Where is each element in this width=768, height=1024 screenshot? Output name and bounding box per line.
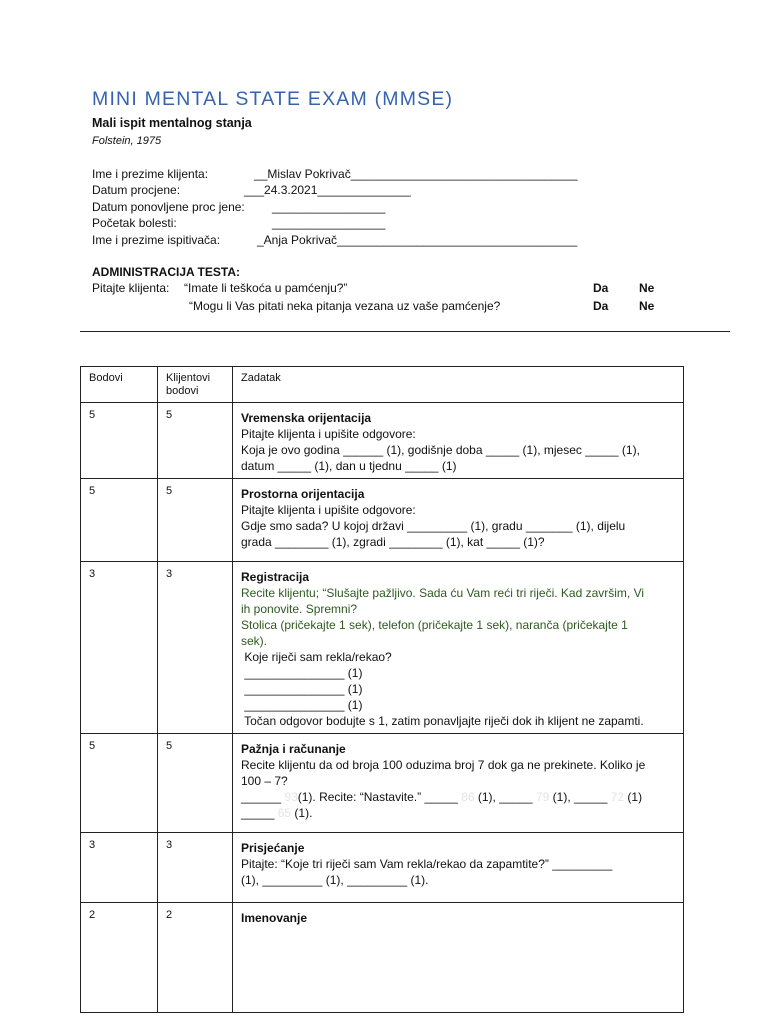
calc-blank[interactable]: ______: [241, 790, 282, 804]
calc-value: 86: [461, 790, 475, 804]
answer-no-1[interactable]: Ne: [639, 281, 655, 295]
row-points: 3: [81, 833, 158, 903]
examiner-field[interactable]: _Anja Pokrivač____________________________________: [257, 233, 578, 247]
question-memory: “Imate li teškoća u pamćenju?”: [184, 281, 348, 295]
row-points: 5: [81, 479, 158, 562]
row-client-points[interactable]: 5: [158, 479, 233, 562]
answer-blank[interactable]: _______________ (1): [241, 682, 363, 696]
header-task: Zadatak: [233, 367, 684, 403]
table-header-row: [81, 367, 684, 403]
task-title: Registracija: [241, 570, 310, 584]
onset-label: Početak bolesti:: [92, 216, 177, 230]
instruction-line: Recite klijentu; “Slušajte pažljivo. Sada ću Vam reći tri riječi. Kad završim, Vi: [241, 586, 645, 600]
task-line[interactable]: (1), _________ (1), _________ (1).: [241, 873, 429, 887]
task-title: Vremenska orijentacija: [241, 411, 372, 425]
client-name-label: Ime i prezime klijenta:: [92, 167, 209, 181]
task-line[interactable]: Pitajte: “Koje tri riječi sam Vam rekla/rekao da zapamtite?” _________: [241, 857, 613, 871]
date-field[interactable]: ___24.3.2021______________: [244, 183, 411, 197]
calc-point: (1).: [294, 806, 313, 820]
task-line[interactable]: grada ________ (1), zgradi ________ (1), kat _____ (1)?: [241, 535, 545, 549]
calc-value: 79: [535, 790, 550, 804]
row-task: [233, 479, 684, 562]
answer-yes-1[interactable]: Da: [593, 281, 609, 295]
calc-blank[interactable]: _____: [424, 790, 458, 804]
row-client-points[interactable]: 5: [158, 403, 233, 479]
task-title: Prostorna orijentacija: [241, 487, 365, 501]
task-line: 100 – 7?: [241, 774, 288, 788]
row-points: 5: [81, 734, 158, 833]
calc-value: 93: [284, 790, 298, 804]
answer-blank[interactable]: _______________ (1): [241, 698, 363, 712]
row-client-points[interactable]: 2: [158, 903, 233, 1013]
repeat-date-label: Datum ponovljene proc jene:: [92, 200, 245, 214]
onset-field[interactable]: _________________: [272, 216, 386, 230]
task-line: Pitajte klijenta i upišite odgovore:: [241, 503, 416, 517]
instruction-line: sek).: [241, 634, 268, 648]
table-row: [81, 562, 684, 734]
answer-yes-2[interactable]: Da: [593, 299, 609, 313]
question-permission: “Mogu li Vas pitati neka pitanja vezana uz vaše pamćenje?: [189, 299, 501, 313]
ask-client-label: Pitajte klijenta:: [92, 281, 170, 295]
row-client-points[interactable]: 3: [158, 562, 233, 734]
page-title: MINI MENTAL STATE EXAM (MMSE): [92, 88, 454, 110]
row-client-points[interactable]: 5: [158, 734, 233, 833]
answer-blank[interactable]: _______________ (1): [241, 666, 363, 680]
divider: [80, 331, 730, 332]
task-line[interactable]: Koja je ovo godina ______ (1), godišnje doba _____ (1), mjesec _____ (1),: [241, 443, 640, 457]
calc-value: 65: [277, 806, 292, 820]
task-line: Pitajte klijenta i upišite odgovore:: [241, 427, 416, 441]
administration-heading: ADMINISTRACIJA TESTA:: [92, 265, 240, 279]
calc-blank[interactable]: _____: [574, 790, 608, 804]
calc-blank[interactable]: _____: [499, 790, 533, 804]
calc-value: 72: [610, 790, 625, 804]
header-points: Bodovi: [81, 367, 158, 403]
author-citation: Folstein, 1975: [92, 135, 162, 147]
calc-text: (1). Recite: “Nastavite.”: [297, 790, 422, 804]
task-line[interactable]: datum _____ (1), dan u tjednu _____ (1): [241, 459, 457, 473]
task-title: Prisjećanje: [241, 841, 305, 855]
calc-line[interactable]: [241, 789, 677, 805]
repeat-date-field[interactable]: _________________: [272, 200, 386, 214]
row-task: [233, 403, 684, 479]
row-points: 3: [81, 562, 158, 734]
task-title: Pažnja i računanje: [241, 742, 346, 756]
row-task: [233, 833, 684, 903]
header-client-points: [158, 367, 233, 403]
row-task: [233, 562, 684, 734]
header-client-points-2: bodovi: [166, 385, 199, 397]
instruction-line: Stolica (pričekajte 1 sek), telefon (pričekajte 1 sek), naranča (pričekajte 1: [241, 618, 628, 632]
instruction-line: ih ponovite. Spremni?: [241, 602, 358, 616]
date-label: Datum procjene:: [92, 183, 181, 197]
client-name-field[interactable]: __Mislav Pokrivač__________________________________: [254, 167, 578, 181]
examiner-label: Ime i prezime ispitivača:: [92, 233, 221, 247]
table-row: [81, 903, 684, 1013]
calc-blank[interactable]: _____: [241, 806, 275, 820]
row-points: 2: [81, 903, 158, 1013]
calc-line[interactable]: [241, 805, 677, 821]
answer-no-2[interactable]: Ne: [639, 299, 655, 313]
task-line: Koje riječi sam rekla/rekao?: [241, 650, 392, 664]
row-points: 5: [81, 403, 158, 479]
row-task: [233, 734, 684, 833]
row-client-points[interactable]: 3: [158, 833, 233, 903]
mmse-table: [80, 366, 684, 1013]
task-line[interactable]: Gdje smo sada? U kojoj državi _________ (1), gradu _______ (1), dijelu: [241, 519, 626, 533]
task-line: Recite klijentu da od broja 100 oduzima broj 7 dok ga ne prekinete. Koliko je: [241, 758, 646, 772]
row-task: [233, 903, 684, 1013]
calc-point: (1),: [477, 790, 496, 804]
table-row: [81, 734, 684, 833]
header-client-points-1: Klijentovi: [166, 372, 211, 384]
task-title: Imenovanje: [241, 911, 308, 925]
calc-point: (1),: [552, 790, 571, 804]
table-row: [81, 833, 684, 903]
calc-point: (1): [627, 790, 643, 804]
task-line: Točan odgovor bodujte s 1, zatim ponavljajte riječi dok ih klijent ne zapamti.: [241, 714, 644, 728]
table-row: [81, 479, 684, 562]
page-subtitle: Mali ispit mentalnog stanja: [92, 116, 252, 130]
table-row: [81, 403, 684, 479]
